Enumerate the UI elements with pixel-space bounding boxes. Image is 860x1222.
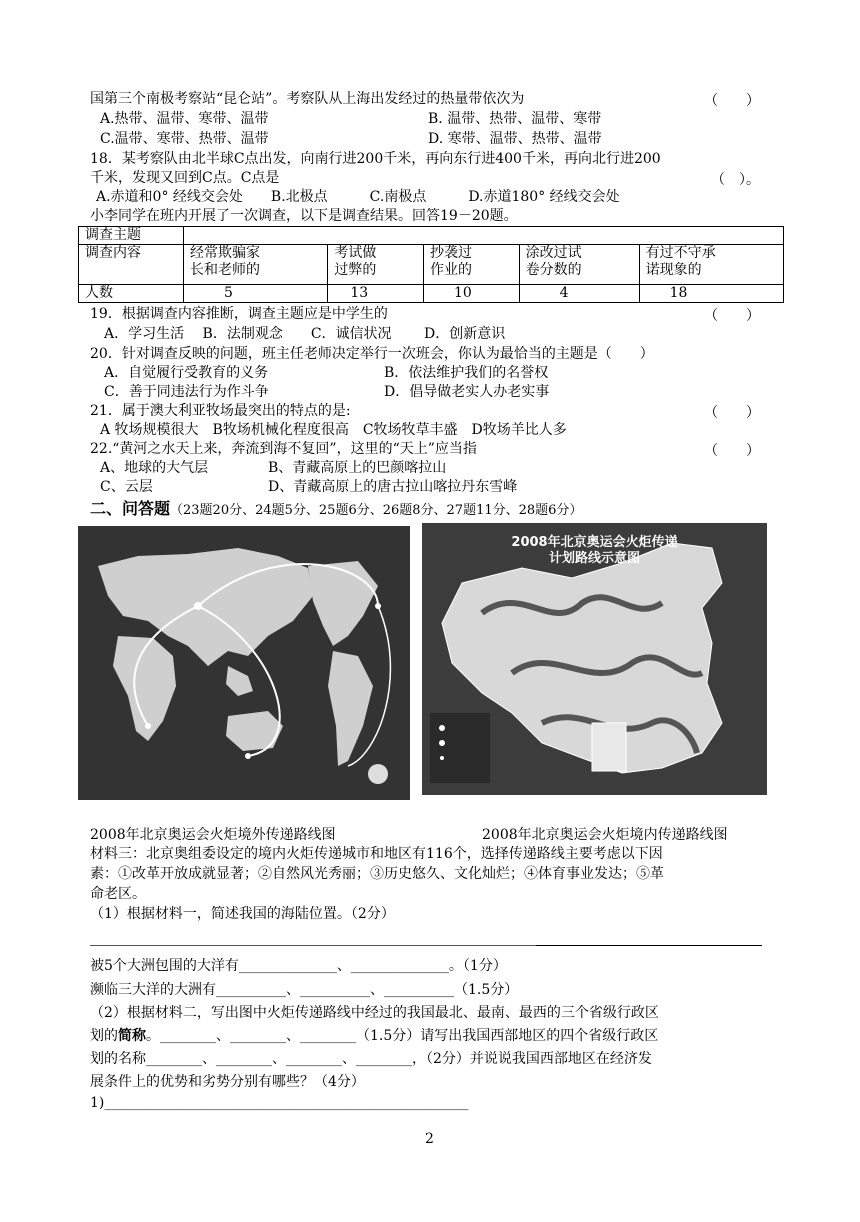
- q2-line3: 划的名称________、________、________、________，（2分）并说说我国西部地区在经济发: [90, 1051, 652, 1067]
- q22-option-a: A、地球的大气层: [100, 460, 209, 476]
- q20-option-d: D．倡导做老实人办老实事: [384, 384, 550, 400]
- china-map-title: 2008年北京奥运会火炬传递 计划路线示意图: [511, 535, 678, 566]
- survey-item: 抄袭过 作业的: [423, 245, 519, 285]
- survey-count: 4: [519, 285, 639, 303]
- survey-content-label: 调查内容: [79, 245, 184, 285]
- q20-option-c: C．善于同违法行为作斗争: [104, 384, 269, 400]
- q1-ocean-line: 被5个大洲包围的大洋有______________、______________。（1分）: [90, 958, 507, 974]
- q18-options: A.赤道和0° 经线交会处 B.北极点 C.南极点 D.赤道180° 经线交会处: [96, 189, 620, 205]
- world-map-graphic: [78, 526, 410, 800]
- section2-title: 二、问答题: [90, 499, 171, 518]
- material3-line3: 命老区。: [90, 886, 146, 902]
- answer-line[interactable]: [90, 945, 536, 946]
- q2-line2: 划的简称。________、________、________（1.5分）请写出我国西部地区的四个省级行政区: [90, 1028, 659, 1044]
- emphasis-abbreviation: 简称: [118, 1028, 146, 1044]
- survey-item: 经常欺骗家 长和老师的: [184, 245, 328, 285]
- q20-option-b: B．依法维护我们的名誉权: [384, 365, 549, 381]
- q20-stem: 20．针对调查反映的问题，班主任老师决定举行一次班会，你认为最恰当的主题是（ ）: [90, 346, 654, 362]
- q21-options: A 牧场规模很大 B牧场机械化程度很高 C牧场牧草丰盛 D牧场羊比人多: [100, 422, 567, 438]
- q1-stem: （1）根据材料一，简述我国的海陆位置。（2分）: [90, 906, 395, 922]
- china-relay-map: [422, 523, 767, 795]
- material3-line1: 材料三：北京奥组委设定的境内火炬传递城市和地区有116个，选择传递路线主要考虑以下因: [90, 846, 663, 862]
- q19-options: A．学习生活 B．法制观念 C．诚信状况 D．创新意识: [104, 326, 506, 342]
- survey-item: 有过不守承 诺现象的: [639, 245, 783, 285]
- q22-option-b: B、青藏高原上的巴颜喀拉山: [268, 460, 447, 476]
- survey-intro: 小李同学在班内开展了一次调查，以下是调查结果。回答19－20题。: [90, 208, 518, 224]
- survey-count: 18: [639, 285, 783, 303]
- material3-line2: 素：①改革开放成就显著；②自然风光秀丽；③历史悠久、文化灿烂；④体育事业发达；⑤革: [90, 866, 664, 882]
- q2-line5: 1)____________________________________________________: [90, 1095, 469, 1111]
- survey-count-label: 人数: [79, 285, 184, 303]
- q17-line1: 国第三个南极考察站“昆仑站”。考察队从上海出发经过的热量带依次为: [90, 91, 525, 107]
- q18-line1: 18．某考察队由北半球C点出发，向南行进200千米，再向东行进400千米，再向北行进200: [90, 151, 661, 167]
- q17-option-c: C.温带、寒带、热带、温带: [100, 131, 269, 147]
- q2-line1: （2）根据材料二，写出图中火炬传递路线中经过的我国最北、最南、最西的三个省级行政区: [90, 1005, 659, 1021]
- section2-score-note: （23题20分、24题5分、25题6分、26题8分、27题11分、28题6分）: [170, 503, 583, 518]
- q19-stem: 19．根据调查内容推断，调查主题应是中学生的: [90, 306, 388, 322]
- q21-answer-paren: （ ）: [704, 405, 760, 421]
- q17-option-b: B. 温带、热带、温带、寒带: [428, 111, 602, 127]
- q18-answer-paren: （ ）。: [711, 172, 760, 188]
- page-number: 2: [425, 1131, 434, 1147]
- answer-line[interactable]: [536, 945, 762, 946]
- survey-topic-value: [184, 227, 784, 245]
- q17-answer-paren: （ ）: [704, 93, 760, 109]
- q22-option-c: C、云层: [100, 479, 153, 495]
- q17-option-d: D. 寒带、温带、热带、温带: [428, 131, 602, 147]
- q19-answer-paren: （ ）: [704, 308, 760, 324]
- section2-heading: [90, 500, 582, 520]
- q20-option-a: A．自觉履行受教育的义务: [104, 365, 269, 381]
- caption-china-map: 2008年北京奥运会火炬境内传递路线图: [482, 827, 728, 843]
- survey-table: [78, 226, 784, 303]
- q22-answer-paren: （ ）: [704, 443, 760, 459]
- q2-line4: 展条件上的优势和劣势分别有哪些？（4分）: [90, 1074, 365, 1090]
- survey-item: 考试做 过弊的: [328, 245, 424, 285]
- world-relay-map: [78, 526, 410, 800]
- survey-item: 涂改过试 卷分数的: [519, 245, 639, 285]
- survey-count: 10: [423, 285, 519, 303]
- q1-continent-line: 濒临三大洋的大洲有__________、__________、__________（1.5分）: [90, 982, 519, 998]
- survey-topic-label: 调查主题: [79, 227, 184, 245]
- caption-world-map: 2008年北京奥运会火炬境外传递路线图: [90, 827, 336, 843]
- survey-count: 5: [184, 285, 328, 303]
- survey-count: 13: [328, 285, 424, 303]
- q21-stem: 21．属于澳大利亚牧场最突出的特点的是:: [90, 403, 351, 419]
- q22-option-d: D、青藏高原上的唐古拉山喀拉丹东雪峰: [268, 479, 518, 495]
- q18-line2: 千米，发现又回到C点。C点是: [90, 170, 280, 186]
- q17-option-a: A.热带、温带、寒带、温带: [100, 111, 269, 127]
- q22-stem: 22.“黄河之水天上来，奔流到海不复回”，这里的“天上”应当指: [90, 441, 477, 457]
